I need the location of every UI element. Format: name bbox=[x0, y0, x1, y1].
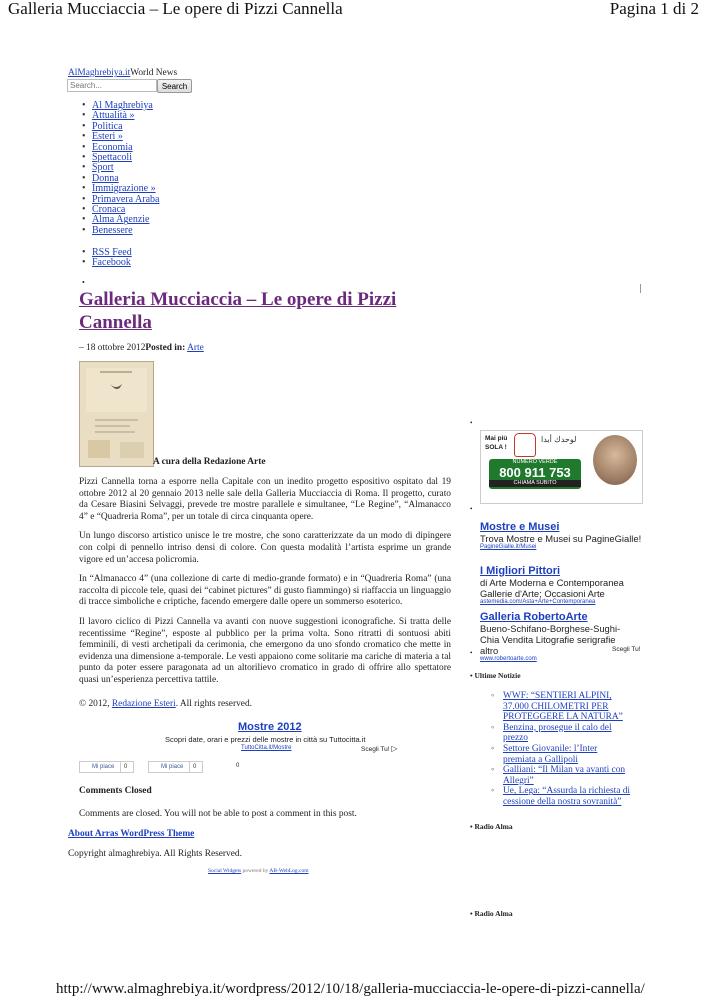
radio-alma-heading: • Radio Alma bbox=[470, 909, 513, 918]
article-paragraph: Pizzi Cannella torna a esporre nella Capitale con un inedito progetto espositivo ospitato dal 19 ottobre 2012 al 20 gennaio 2013 nelle sale della Galleria Mucciaccia di Roma. Il progetto, curato da Cesare Biasini Selvaggi, prevede tre mostre parallele e simultanee, “Le Regine”, “Almanacco 4” e “Quadreria Roma”, per un totale di circa cinquanta opere. bbox=[79, 477, 451, 522]
nav-item[interactable]: • Al Maghrebiya bbox=[82, 101, 159, 111]
portrait-image bbox=[593, 435, 637, 485]
helpline-box: NUMERO VERDE 800 911 753 CHIAMA SUBITO bbox=[489, 459, 581, 489]
recent-news-item[interactable]: ◦ Benzina, prosegue il calo del prezzo bbox=[491, 723, 631, 744]
inline-ad-choices[interactable]: Scegli Tu! ▷ bbox=[361, 744, 398, 753]
inline-ad-title[interactable]: Mostre 2012 bbox=[238, 721, 302, 733]
recent-news-item[interactable]: ◦ Galliani: “Il Milan va avanti con Allegri” bbox=[491, 765, 631, 786]
feed-nav bbox=[82, 248, 132, 269]
banner-line2: SOLA ! bbox=[485, 444, 507, 451]
nav-item[interactable]: • Benessere bbox=[82, 226, 159, 236]
search-button[interactable]: Search bbox=[157, 79, 192, 93]
inline-ad-text: Scopri date, orari e prezzi delle mostre in città su Tuttocitta.it bbox=[165, 735, 366, 744]
nav-item[interactable]: • Immigrazione » bbox=[82, 184, 159, 194]
social-widgets-credit: Social Widgets powered by AB-WebLog.com bbox=[208, 868, 309, 874]
like-button[interactable]: Mi piace 0 bbox=[79, 761, 134, 773]
painting-image bbox=[80, 362, 153, 466]
article-byline: A cura della Redazione Arte bbox=[153, 457, 266, 467]
author-link[interactable]: Redazione Esteri bbox=[111, 699, 176, 709]
nav-item[interactable]: • Primavera Araba bbox=[82, 195, 159, 205]
search-input[interactable] bbox=[67, 79, 157, 92]
nav-item[interactable]: • Donna bbox=[82, 174, 159, 184]
print-footer-url: http://www.almaghrebiya.it/wordpress/2012/10/18/galleria-mucciaccia-le-opere-di-pizzi-cannella/ bbox=[56, 981, 645, 997]
article-copyright: © 2012, Redazione Esteri. All rights reserved. bbox=[79, 699, 252, 709]
nav-item[interactable]: • Economia bbox=[82, 143, 159, 153]
nav-item[interactable]: • Esteri » bbox=[82, 132, 159, 142]
nav-item[interactable]: • Politica bbox=[82, 122, 159, 132]
print-header-page: Pagina 1 di 2 bbox=[609, 0, 699, 18]
banner-arabic: لوحدك أبدا bbox=[541, 435, 577, 444]
bullet-divider: • bbox=[82, 278, 85, 287]
scroll-marker bbox=[640, 284, 641, 293]
recent-news-heading: • Ultime Notizie bbox=[470, 671, 521, 680]
nav-item[interactable]: • Sport bbox=[82, 163, 159, 173]
ad-choices-icon: ▷ bbox=[391, 744, 398, 753]
category-link[interactable]: Arte bbox=[187, 343, 204, 353]
sidebar-ad[interactable]: Galleria RobertoArte Bueno-Schifano-Borghese-Sughi-Chia Vendita Litografie serigrafie altro www.robertoarte.com bbox=[480, 611, 621, 662]
sidebar-ad[interactable]: Mostre e Musei Trova Mostre e Musei su PagineGialle! PagineGialle.it/Musei bbox=[480, 521, 641, 550]
posted-in-label: Posted in: bbox=[145, 343, 186, 353]
nav-item[interactable]: • Alma Agenzie bbox=[82, 215, 159, 225]
recent-news-item[interactable]: ◦ Settore Giovanile: l’Inter premiata a Gallipoli bbox=[491, 744, 631, 765]
like-button[interactable]: Mi piace 0 bbox=[148, 761, 203, 773]
print-header-title: Galleria Mucciaccia – Le opere di Pizzi Cannella bbox=[8, 0, 343, 18]
banner-line1: Mai più bbox=[485, 435, 508, 442]
nav-item[interactable]: • Spettacoli bbox=[82, 153, 159, 163]
main-nav bbox=[82, 101, 159, 236]
recent-news-item[interactable]: ◦ Ue, Lega: “Assurda la richiesta di cessione della nostra sovranità” bbox=[491, 786, 631, 807]
share-count: 0 bbox=[236, 763, 240, 769]
nav-item[interactable]: • Attualità » bbox=[82, 111, 159, 121]
article-title[interactable]: Galleria Mucciaccia – Le opere di Pizzi Cannella bbox=[79, 289, 397, 333]
article-paragraph: Un lungo discorso artistico unisce le tre mostre, che sono caratterizzate da un modo di dipingere con colpi di pennello intriso densi di colore. Con questa modalità l’artista esprime un grande vigore ed un’accesa policromia. bbox=[79, 531, 451, 565]
nav-item[interactable]: • Cronaca bbox=[82, 205, 159, 215]
theme-link[interactable]: About Arras WordPress Theme bbox=[68, 829, 195, 839]
sidebar-ad[interactable]: I Migliori Pittori di Arte Moderna e Contemporanea Gallerie d'Arte; Occasioni Arte astemedia.com/Asta+Arte+Contemporanea bbox=[480, 565, 624, 605]
sidebar-bullet: • bbox=[470, 419, 473, 427]
rss-feed-link[interactable]: • RSS Feed bbox=[82, 248, 132, 258]
radio-alma-heading: • Radio Alma bbox=[470, 822, 513, 831]
comments-heading: Comments Closed bbox=[79, 786, 152, 796]
article-body bbox=[79, 477, 451, 695]
recent-news-list bbox=[491, 691, 631, 808]
site-header bbox=[68, 68, 177, 78]
sidebar-banner[interactable] bbox=[480, 430, 643, 504]
sidebar-ads bbox=[480, 521, 641, 662]
recent-news-item[interactable]: ◦ WWF: “SENTIERI ALPINI, 37.000 CHILOMETRI PER PROTEGGERE LA NATURA” bbox=[491, 691, 631, 723]
facebook-link[interactable]: • Facebook bbox=[82, 258, 132, 268]
site-tagline: World News bbox=[130, 68, 178, 78]
article-date: – 18 ottobre 2012 bbox=[79, 343, 146, 353]
site-name-link[interactable]: AlMaghrebiya.it bbox=[68, 68, 131, 78]
hand-icon bbox=[514, 433, 536, 457]
article-paragraph: In “Almanacco 4” (una collezione di carte di medio-grande formato) e in “Quadreria Roma” (una raccolta di piccole tele, quasi dei “cabinet pictures” di gusto fiammingo) si riaffaccia un linguaggio di tracce simboliche e criptiche, facendo emergere dalle opere un sommerso esoterico. bbox=[79, 574, 451, 608]
article-meta bbox=[79, 343, 204, 353]
comments-text: Comments are closed. You will not be able to post a comment in this post. bbox=[79, 809, 357, 819]
sidebar-bullet: • bbox=[470, 505, 473, 513]
sidebar-ads-choices[interactable]: Scegli Tu! bbox=[612, 646, 641, 653]
article-paragraph: Il lavoro ciclico di Pizzi Cannella va avanti con nuove suggestioni iconografiche. Si tratta delle recentissime “Regine”, esposte al pubblico per la prima volta. Sono ritratti di sontuosi abiti femminili, di vesti archetipali da cerimonia, che emergono da uno sfondo cromatico che mette in evidenza una dimensione a-temporale. Le vesti appaiono come solitarie ma cariche di materia a tal punto da poter essere paragonata ad un altorilievo cromatico in grado di offrire allo spettatore quasi un’esperienza percettiva tattile. bbox=[79, 616, 451, 685]
inline-ad-url[interactable]: TuttoCitta.it/Mostre bbox=[241, 745, 292, 751]
sidebar-bullet: • bbox=[470, 649, 473, 657]
article-image bbox=[79, 361, 154, 467]
footer-copyright: Copyright almaghrebiya. All Rights Reserved. bbox=[68, 849, 242, 859]
